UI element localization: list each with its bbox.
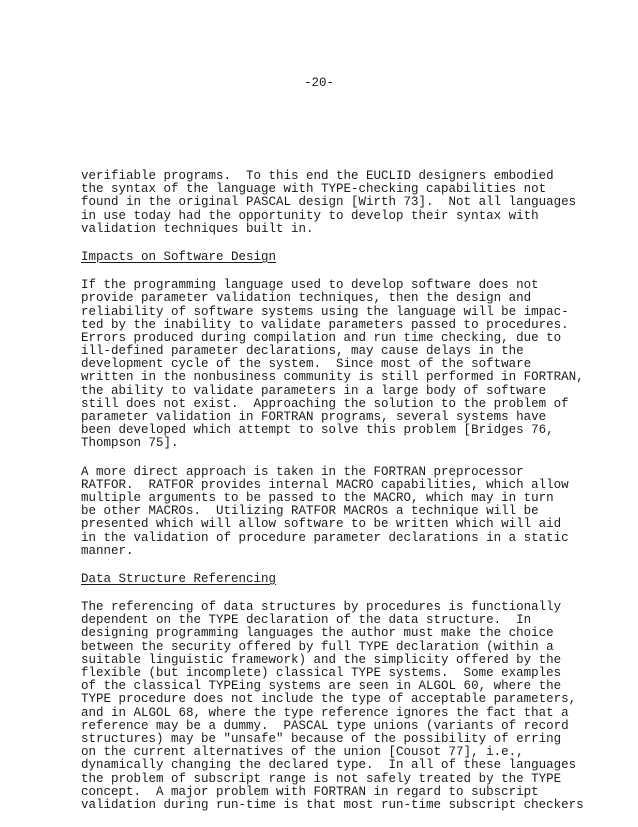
text-line: ted by the inability to validate parameters passed to procedures. <box>81 317 569 332</box>
paragraph <box>81 169 577 236</box>
text-line: A more direct approach is taken in the FORTRAN preprocessor <box>81 464 524 479</box>
text-line: presented which will allow software to be written which will aid <box>81 517 562 532</box>
text-line: development cycle of the system. Since most of the software <box>81 357 532 372</box>
text-line: found in the original PASCAL design [Wirth 73]. Not all languages <box>81 195 577 210</box>
text-line: concept. A major problem with FORTRAN in regard to subscript <box>81 784 539 799</box>
text-line: written in the nonbusiness community is still performed in FORTRAN, <box>81 370 584 385</box>
text-line: TYPE procedure does not include the type of acceptable parameters, <box>81 692 577 707</box>
text-line: reference may be a dummy. PASCAL type unions (variants of record <box>81 718 569 733</box>
text-line: and in ALGOL 68, where the type reference ignores the fact that a <box>81 705 569 720</box>
text-line: parameter validation in FORTRAN programs, several systems have <box>81 410 547 424</box>
text-line: dependent on the TYPE declaration of the data structure. In <box>81 613 532 628</box>
text-line: designing programming languages the author must make the choice <box>81 626 554 641</box>
text-line: structures) may be "unsafe" because of the possibility of erring <box>81 731 562 746</box>
text-line: dynamically changing the declared type. In all of these languages <box>81 758 577 773</box>
text-line: been developed which attempt to solve this problem [Bridges 76, <box>81 423 554 438</box>
text-line: the problem of subscript range is not safely treated by the TYPE <box>81 771 562 786</box>
text-line: validation techniques built in. <box>81 221 314 236</box>
section-heading: Data Structure Referencing <box>81 571 277 586</box>
document-body <box>81 169 584 827</box>
section-heading: Impacts on Software Design <box>81 249 277 264</box>
text-line: between the security offered by full TYPE declaration (within a <box>81 639 554 654</box>
text-line: Errors produced during compilation and run time checking, due to <box>81 330 562 345</box>
paragraph <box>81 278 584 451</box>
text-line: still does not exist. Approaching the solution to the problem of <box>81 396 569 411</box>
text-line: on the current alternatives of the union [Cousot 77], i.e., <box>81 745 524 760</box>
text-line: provide parameter validation techniques, then the design and <box>81 291 532 306</box>
text-line: in the validation of procedure parameter declarations in a static <box>81 530 569 545</box>
paragraph <box>81 464 569 558</box>
text-line: suitable linguistic framework) and the simplicity offered by the <box>81 652 562 667</box>
paragraph <box>81 600 584 812</box>
text-line: manner. <box>81 543 134 558</box>
text-line: be other MACROs. Utilizing RATFOR MACROs a technique will be <box>81 504 539 519</box>
text-line: verifiable programs. To this end the EUCLID designers embodied <box>81 169 554 183</box>
text-line: If the programming language used to develop software does not <box>81 278 539 293</box>
text-line: in use today had the opportunity to develop their syntax with <box>81 208 539 223</box>
text-line: multiple arguments to be passed to the MACRO, which may in turn <box>81 490 554 505</box>
text-line: reliability of software systems using the language will be impac- <box>81 304 569 319</box>
text-line: validation during run-time is that most run-time subscript checkers <box>81 797 584 812</box>
text-line: the syntax of the language with TYPE-checking capabilities not <box>81 182 547 197</box>
text-line: The referencing of data structures by procedures is functionally <box>81 600 562 615</box>
text-line: RATFOR. RATFOR provides internal MACRO capabilities, which allow <box>81 477 569 492</box>
text-line: Thompson 75]. <box>81 436 179 451</box>
text-line: the ability to validate parameters in a large body of software <box>81 383 547 398</box>
text-line: flexible (but incomplete) classical TYPE systems. Some examples <box>81 666 562 680</box>
text-line: ill-defined parameter declarations, may cause delays in the <box>81 344 524 359</box>
page-number: -20- <box>303 76 334 90</box>
text-line: of the classical TYPEing systems are seen in ALGOL 60, where the <box>81 679 562 694</box>
